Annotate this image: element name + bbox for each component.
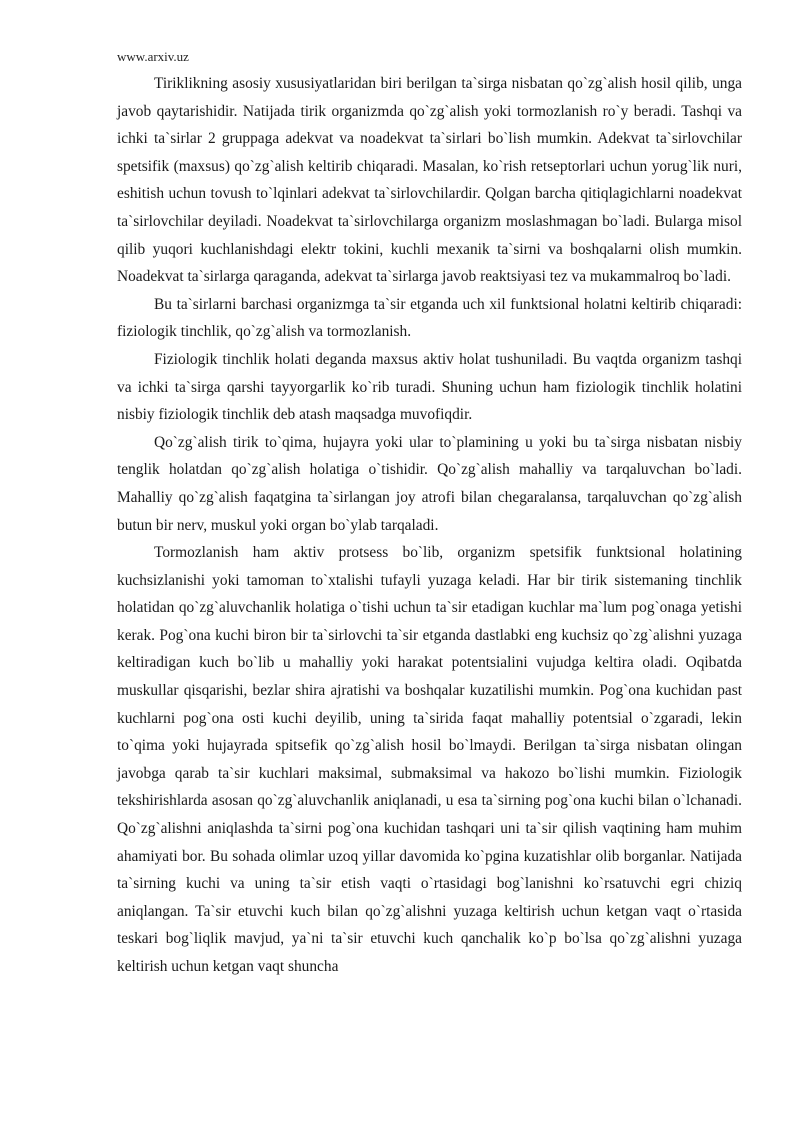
site-header[interactable]: www.arxiv.uz — [117, 49, 189, 64]
paragraph-intro: Tiriklikning asosiy xususiyatlaridan biri berilgan ta`sirga nisbatan qo`zg`alish hosil qilib, unga javob qaytarishidir. Natijada tirik organizmda qo`zg`alish yoki tormozlanish ro`y beradi. Tashqi va ichki ta`sirlar 2 gruppaga adekvat va noadekvat ta`sirlari bo`lish mumkin. Adekvat ta`sirlovchilar spetsifik (maxsus) qo`zg`alish keltirib chiqaradi. Masalan, ko`rish retseptorlari uchun yorug`lik nuri, eshitish uchun tovush to`lqinlari adekvat ta`sirlovchilardir. Qolgan barcha qitiqlagichlarni noadekvat ta`sirlovchilar deyiladi. Noadekvat ta`sirlovchilarga organizm moslashmagan bo`ladi. Bularga misol qilib yuqori kuchlanishdagi elektr tokini, kuchli mexanik ta`sirni va boshqalarni olish mumkin. Noadekvat ta`sirlarga qaraganda, adekvat ta`sirlarga javob reaktsiyasi tez va mukammalroq bo`ladi. — [117, 75, 742, 286]
paragraph-excitation: Qo`zg`alish tirik to`qima, hujayra yoki ular to`plamining u yoki bu ta`sirga nisbatan nisbiy tenglik holatdan qo`zg`alish holatiga o`tishidir. Qo`zg`alish mahalliy va tarqaluvchan bo`ladi. Mahalliy qo`zg`alish faqatgina ta`sirlangan joy atrofi bilan chegaralansa, tarqaluvchan qo`zg`alish butun bir nerv, muskul yoki organ bo`ylab tarqaladi. — [117, 433, 742, 534]
paragraph-functional-states: Bu ta`sirlarni barchasi organizmga ta`sir etganda uch xil funktsional holatni keltirib chiqaradi: fiziologik tinchlik, qo`zg`alish va tormozlanish. — [117, 295, 742, 341]
paragraph-physiological-rest: Fiziologik tinchlik holati deganda maxsus aktiv holat tushuniladi. Bu vaqtda organizm tashqi va ichki ta`sirga qarshi tayyorgarlik ko`rib turadi. Shuning uchun ham fiziologik tinchlik holatini nisbiy fiziologik tinchlik deb atash maqsadga muvofiqdir. — [117, 350, 742, 424]
document-body — [117, 70, 742, 981]
paragraph-inhibition: Tormozlanish ham aktiv protsess bo`lib, organizm spetsifik funktsional holatining kuchsizlanishi yoki tamoman to`xtalishi tufayli yuzaga keladi. Har bir tirik sistemaning tinchlik holatidan qo`zg`aluvchanlik holatiga o`tishi uchun ta`sir etadigan kuchlar ma`lum pog`onaga yetishi kerak. Pog`ona kuchi biron bir ta`sirlovchi ta`sir etganda dastlabki eng kuchsiz qo`zg`alishni yuzaga keltiradigan kuch bo`lib u mahalliy yoki harakat potentsialini vujudga keltira oladi. Oqibatda muskullar qisqarishi, bezlar shira ajratishi va boshqalar kuzatilishi mumkin. Pog`ona kuchidan past kuchlarni pog`ona osti kuchi deyilib, uning ta`sirida faqat mahalliy potentsial o`zgaradi, lekin to`qima yoki hujayrada spitsefik qo`zg`alish hosil bo`lmaydi. Berilgan ta`sirga nisbatan olingan javobga qarab ta`sir kuchlari maksimal, submaksimal va hakozo bo`lishi mumkin. Fiziologik tekshirishlarda asosan qo`zg`aluvchanlik aniqlanadi, u esa ta`sirning pog`ona kuchi bilan o`lchanadi. Qo`zg`alishni aniqlashda ta`sirni pog`ona kuchidan tashqari uni ta`sir qilish vaqtining ham muhim ahamiyati bor. Bu sohada olimlar uzoq yillar davomida ko`pgina kuzatishlar olib borganlar. Natijada ta`sirning kuchi va uning ta`sir etish vaqti o`rtasidagi bog`lanishni ko`rsatuvchi egri chiziq aniqlangan. Ta`sir etuvchi kuch bilan qo`zg`alishni yuzaga keltirish uchun ketgan vaqt o`rtasida teskari bog`liqlik mavjud, ya`ni ta`sir etuvchi kuch qanchalik ko`p bo`lsa qo`zg`alishni yuzaga keltirish uchun ketgan vaqt shuncha — [117, 544, 742, 975]
